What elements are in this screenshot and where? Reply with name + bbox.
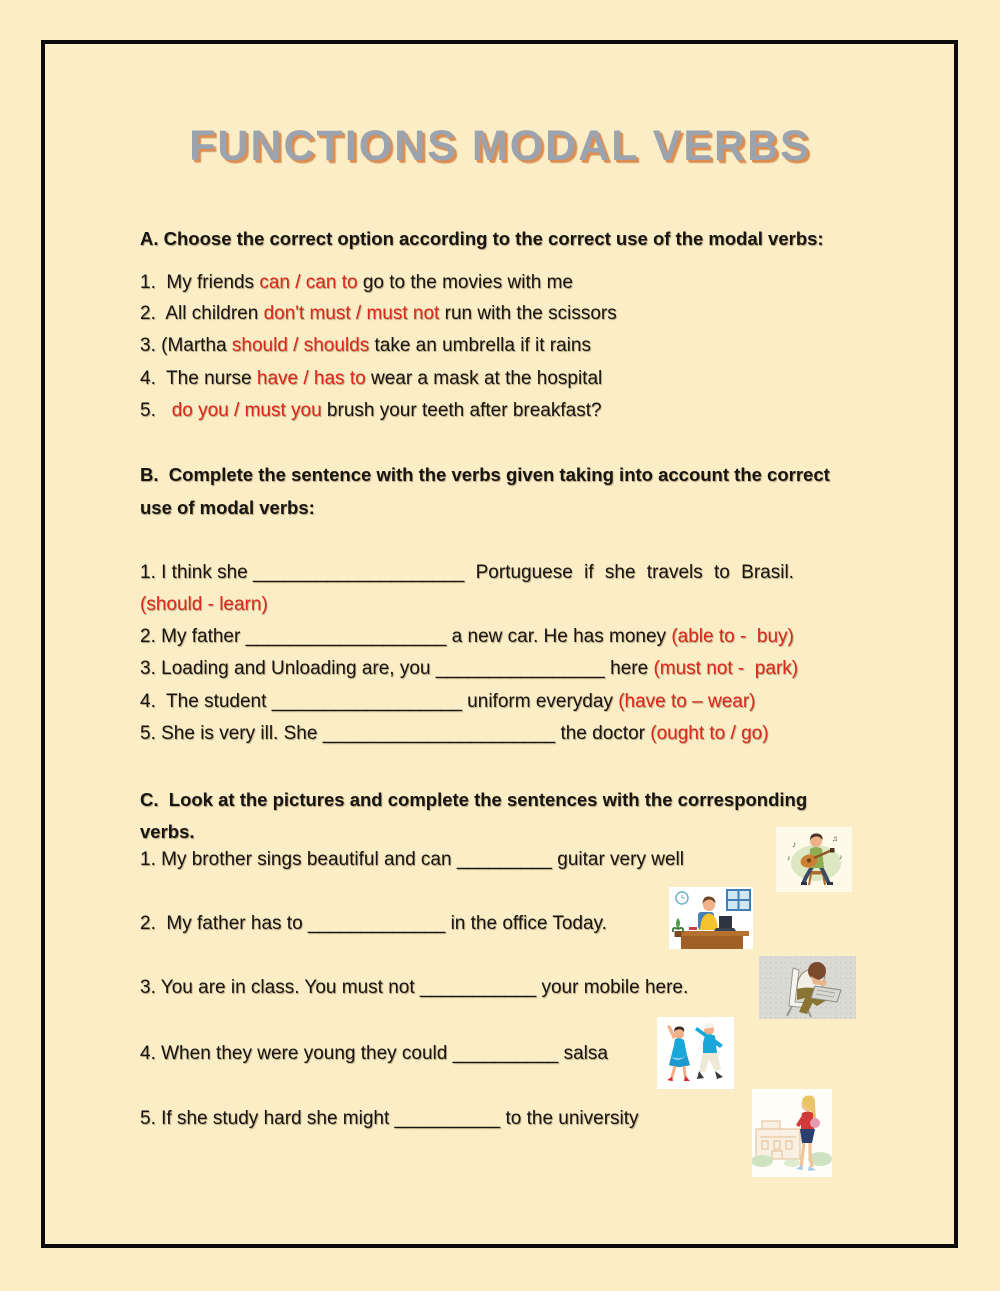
- answer-blank[interactable]: _________: [456, 849, 552, 870]
- item-text: brush your teeth after breakfast?: [321, 400, 602, 421]
- item-text: 2. My father has to: [140, 913, 308, 934]
- item-text: here: [604, 658, 654, 679]
- man-working-at-office-desk-image: [669, 887, 753, 949]
- option-choice[interactable]: do you / must you: [171, 400, 322, 421]
- answer-blank[interactable]: ____________________: [253, 562, 465, 583]
- exercise-c-item-2: [140, 912, 607, 936]
- answer-blank[interactable]: __________: [394, 1108, 501, 1129]
- item-text: the doctor: [555, 723, 651, 744]
- answer-blank[interactable]: __________: [452, 1043, 559, 1064]
- item-text: 4. The student: [140, 691, 272, 712]
- svg-text:♪: ♪: [792, 840, 796, 849]
- couple-dancing-salsa-image: [657, 1017, 734, 1089]
- item-text: salsa: [558, 1043, 608, 1064]
- item-text: 4. When they were young they could: [140, 1043, 453, 1064]
- answer-blank[interactable]: _____________: [307, 913, 446, 934]
- item-text: 5.: [140, 400, 172, 421]
- svg-text:♫: ♫: [832, 834, 838, 843]
- exercise-a-item-3: [140, 334, 591, 358]
- exercise-c-item-3: [140, 976, 688, 1000]
- item-text: to the university: [500, 1108, 639, 1129]
- item-text: 4. The nurse: [140, 368, 257, 389]
- item-text: 5. If she study hard she might: [140, 1108, 395, 1129]
- answer-blank[interactable]: ___________: [419, 977, 537, 998]
- option-choice[interactable]: don't must / must not: [263, 303, 440, 324]
- worksheet-title: FUNCTIONS MODAL VERBS: [189, 122, 811, 170]
- verb-hint: (able to - buy): [671, 626, 794, 647]
- item-text: take an umbrella if it rains: [369, 335, 591, 356]
- answer-blank[interactable]: ________________: [435, 658, 605, 679]
- item-text: 2. My father: [140, 626, 246, 647]
- exercise-a-item-2: [140, 302, 617, 326]
- exercise-a-item-1: [140, 271, 573, 295]
- item-text: uniform everyday: [461, 691, 619, 712]
- answer-blank[interactable]: __________________: [271, 691, 462, 712]
- item-text: Portuguese if she travels to Brasil.: [464, 562, 794, 583]
- item-text: guitar very well: [551, 849, 684, 870]
- answer-blank[interactable]: ___________________: [245, 626, 447, 647]
- item-text: 3. (Martha: [140, 335, 232, 356]
- option-choice[interactable]: can / can to: [259, 272, 358, 293]
- section-c-heading-line2: verbs.: [140, 821, 195, 842]
- verb-hint: (ought to / go): [650, 723, 769, 744]
- item-text: a new car. He has money: [446, 626, 672, 647]
- exercise-b-item-2: [140, 625, 794, 649]
- exercise-b-item-1-verb-hint: (should - learn): [140, 594, 268, 615]
- item-text: wear a mask at the hospital: [365, 368, 603, 389]
- item-text: your mobile here.: [536, 977, 689, 998]
- exercise-c-item-5: [140, 1107, 639, 1131]
- exercise-b-item-4: [140, 690, 756, 714]
- item-text: 1. I think she: [140, 562, 254, 583]
- exercise-c-item-1: [140, 848, 684, 872]
- boy-playing-guitar-image: [776, 827, 852, 892]
- section-b-heading-line1: B. Complete the sentence with the verbs given taking into account the correct: [140, 464, 830, 485]
- item-text: 2. All children: [140, 303, 264, 324]
- exercise-a-item-4: [140, 367, 602, 391]
- item-text: 3. You are in class. You must not: [140, 977, 420, 998]
- item-text: in the office Today.: [445, 913, 607, 934]
- item-text: 3. Loading and Unloading are, you: [140, 658, 436, 679]
- section-b-heading-line2: use of modal verbs:: [140, 497, 315, 518]
- exercise-b-item-3: [140, 657, 798, 681]
- item-text: 1. My friends: [140, 272, 260, 293]
- girl-walking-to-university-image: [752, 1089, 832, 1177]
- option-choice[interactable]: have / has to: [256, 368, 366, 389]
- item-text: 1. My brother sings beautiful and can: [140, 849, 457, 870]
- section-a-heading: A. Choose the correct option according to the correct use of the modal verbs:: [140, 228, 824, 249]
- option-choice[interactable]: should / shoulds: [231, 335, 370, 356]
- section-c-heading-line1: C. Look at the pictures and complete the sentences with the corresponding: [140, 789, 808, 810]
- svg-text:♪: ♪: [787, 855, 791, 862]
- exercise-b-item-5: [140, 722, 769, 746]
- exercise-a-item-5: [140, 399, 602, 423]
- item-text: 5. She is very ill. She: [140, 723, 323, 744]
- exercise-c-item-4: [140, 1042, 608, 1066]
- item-text: run with the scissors: [439, 303, 617, 324]
- svg-text:♪: ♪: [839, 854, 843, 861]
- verb-hint: (must not - park): [653, 658, 799, 679]
- item-text: go to the movies with me: [357, 272, 573, 293]
- verb-hint: (have to – wear): [618, 691, 756, 712]
- exercise-b-item-1: [140, 561, 794, 585]
- answer-blank[interactable]: ______________________: [322, 723, 556, 744]
- student-hunched-over-mobile-image: [759, 956, 856, 1019]
